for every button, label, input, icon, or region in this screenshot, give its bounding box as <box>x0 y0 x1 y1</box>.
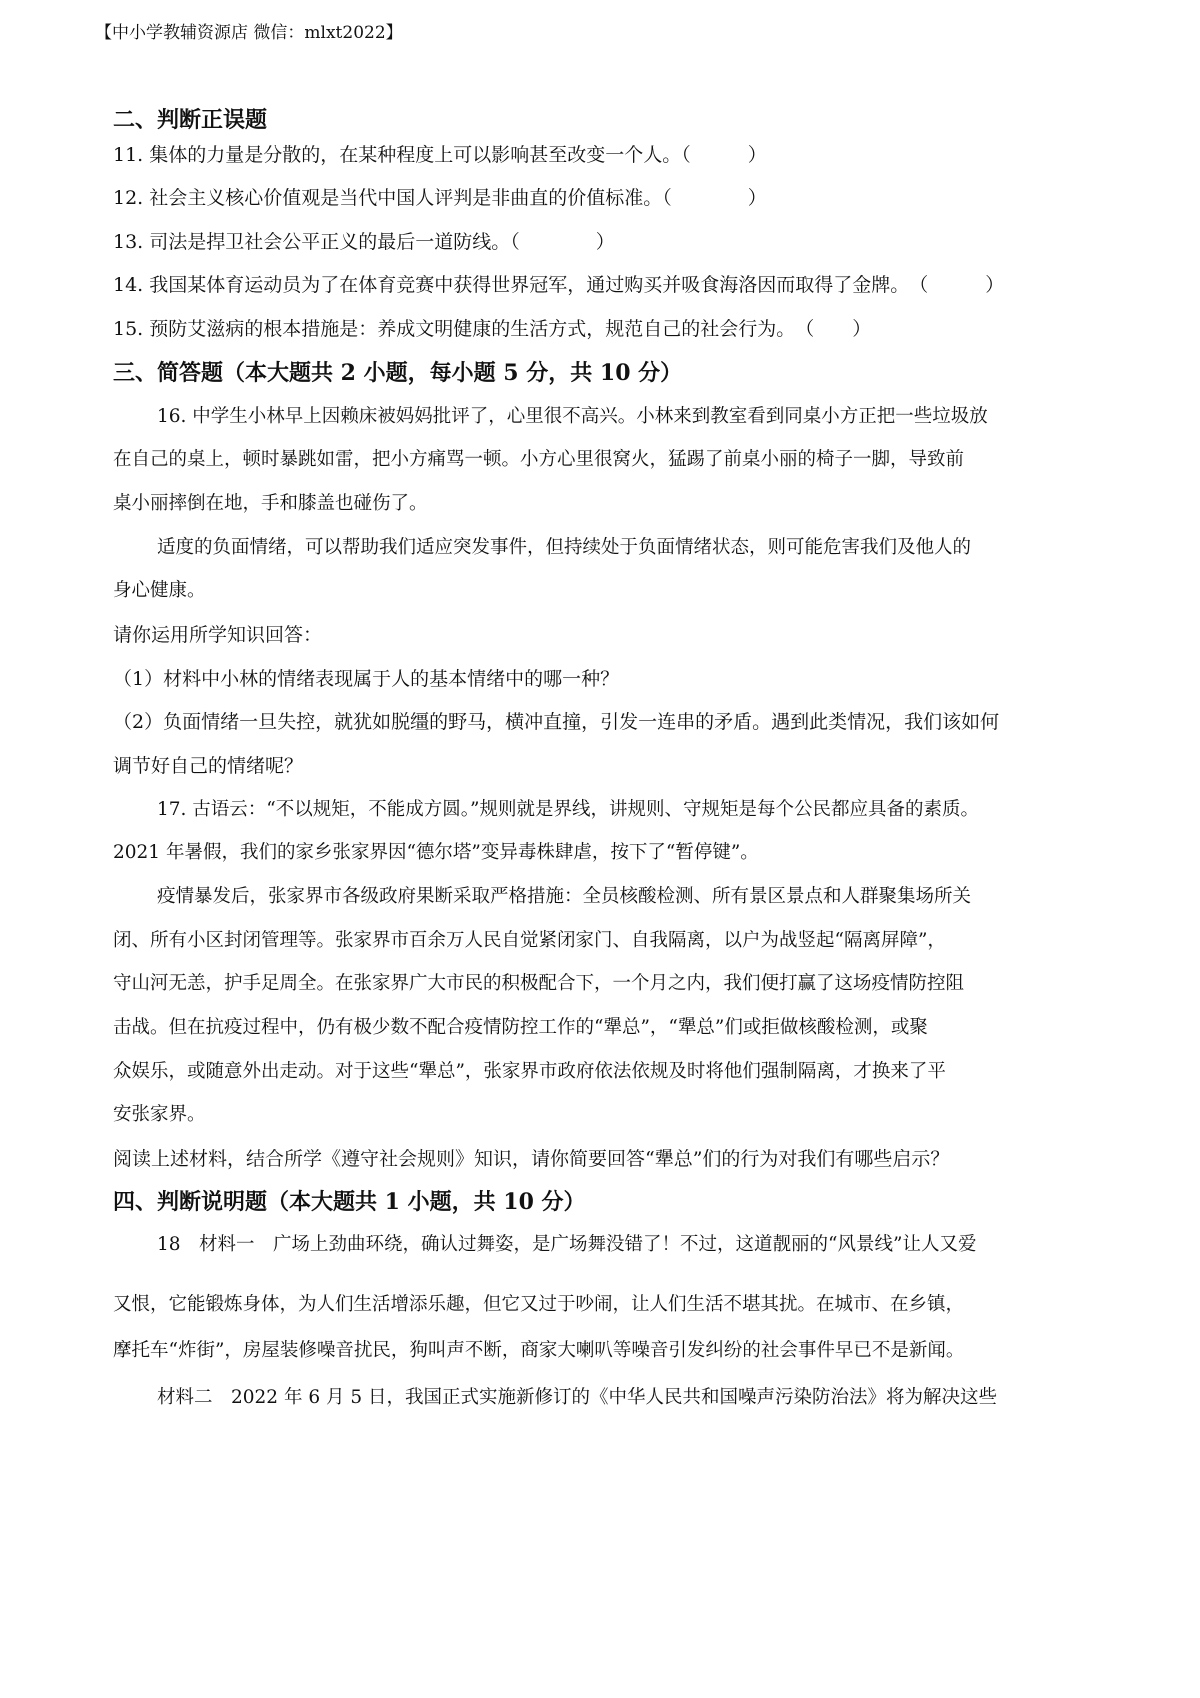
q16-sub1: （1）材料中小林的情绪表现属于人的基本情绪中的哪一种？ <box>113 668 620 690</box>
q17-para2-line-2: 闭、所有小区封闭管理等。张家界市百余万人民自觉紧闭家门、自我隔离，以户为战竖起“隔离屏障”， <box>113 930 946 951</box>
q17-para2-line-6: 安张家界。 <box>113 1104 206 1125</box>
q17-para2-line-5: 众娱乐，或随意外出走动。对于这些“犟总”，张家界市政府依法依规及时将他们强制隔离，才换来了平 <box>113 1061 946 1082</box>
q16-line-1: 16. 中学生小林早上因赖床被妈妈批评了，心里很不高兴。小林来到教室看到同桌小方正把一些垃圾放 <box>157 406 988 427</box>
q16-line-2: 在自己的桌上，顿时暴跳如雷，把小方痛骂一顿。小方心里很窝火，猛踢了前桌小丽的椅子一脚，导致前 <box>113 449 965 470</box>
page-header: 【中小学教辅资源店 微信：mlxt2022】 <box>95 23 403 43</box>
item-11: 11. 集体的力量是分散的，在某种程度上可以影响甚至改变一个人。（ ） <box>113 144 767 166</box>
q17-question: 阅读上述材料，结合所学《遵守社会规则》知识，请你简要回答“犟总”们的行为对我们有哪些启示？ <box>113 1148 950 1170</box>
q17-para2-line-3: 守山河无恙，护手足周全。在张家界广大市民的积极配合下，一个月之内，我们便打赢了这场疫情防控阻 <box>113 973 965 994</box>
q17-line-1: 17. 古语云：“不以规矩，不能成方圆。”规则就是界线，讲规则、守规矩是每个公民都应具备的素质。 <box>157 799 979 820</box>
q17-line-2: 2021 年暑假，我们的家乡张家界因“德尔塔”变异毒株肆虐，按下了“暂停键”。 <box>113 842 759 863</box>
q17-para2-line-4: 击战。但在抗疫过程中，仍有极少数不配合疫情防控工作的“犟总”，“犟总”们或拒做核酸检测，或聚 <box>113 1017 928 1038</box>
q18-material2: 材料二 2022 年 6 月 5 日，我国正式实施新修订的《中华人民共和国噪声污染防治法》将为解决这些 <box>157 1387 998 1408</box>
item-14: 14. 我国某体育运动员为了在体育竞赛中获得世界冠军，通过购买并吸食海洛因而取得了金牌。 （ ） <box>113 274 1005 296</box>
q16-prompt: 请你运用所学知识回答： <box>113 624 323 646</box>
section2-title: 二、判断正误题 <box>113 107 268 133</box>
q18-line-3: 摩托车“炸街”，房屋装修噪音扰民，狗叫声不断，商家大喇叭等噪音引发纠纷的社会事件早已不是新闻。 <box>113 1340 965 1361</box>
q16-para2-line-2: 身心健康。 <box>113 580 206 601</box>
item-15: 15. 预防艾滋病的根本措施是：养成文明健康的生活方式，规范自己的社会行为。 （ ） <box>113 318 872 340</box>
q16-sub2-line-1: （2）负面情绪一旦失控，就犹如脱缰的野马，横冲直撞，引发一连串的矛盾。遇到此类情况，我们该如何 <box>113 711 1000 733</box>
q18-line-1: 18 材料一 广场上劲曲环绕，确认过舞姿，是广场舞没错了！不过，这道靓丽的“风景线”让人又爱 <box>157 1234 977 1255</box>
q17-para2-line-1: 疫情暴发后，张家界市各级政府果断采取严格措施：全员核酸检测、所有景区景点和人群聚集场所关 <box>157 886 972 907</box>
item-13: 13. 司法是捍卫社会公平正义的最后一道防线。（ ） <box>113 231 615 253</box>
q16-para2-line-1: 适度的负面情绪，可以帮助我们适应突发事件，但持续处于负面情绪状态，则可能危害我们及他人的 <box>157 537 972 558</box>
section4-title: 四、判断说明题（本大题共 1 小题，共 10 分） <box>113 1189 586 1215</box>
item-12: 12. 社会主义核心价值观是当代中国人评判是非曲直的价值标准。（ ） <box>113 187 767 209</box>
q16-sub2-line-2: 调节好自己的情绪呢？ <box>113 755 304 777</box>
q18-line-2: 又恨，它能锻炼身体，为人们生活增添乐趣，但它又过于吵闹，让人们生活不堪其扰。在城市、在乡镇， <box>113 1294 965 1315</box>
section3-title: 三、简答题（本大题共 2 小题，每小题 5 分，共 10 分） <box>113 360 683 386</box>
q16-line-3: 桌小丽摔倒在地，手和膝盖也碰伤了。 <box>113 493 428 514</box>
